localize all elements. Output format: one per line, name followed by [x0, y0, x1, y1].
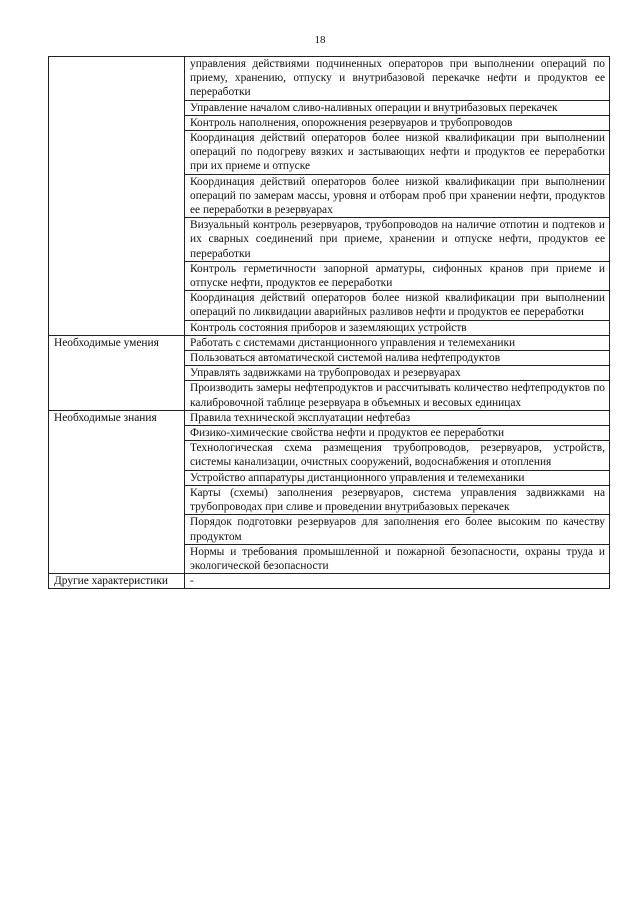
section-item: Пользоваться автоматической системой налива нефтепродуктов: [185, 351, 610, 366]
section-item: Контроль наполнения, опорожнения резервуаров и трубопроводов: [185, 115, 610, 130]
table-row: [49, 574, 610, 589]
section-item: Правила технической эксплуатации нефтебаз: [185, 410, 610, 425]
section-label: Необходимые умения: [49, 335, 185, 410]
competency-table: [48, 56, 610, 589]
table-row: [49, 57, 610, 101]
section-item: Визуальный контроль резервуаров, трубопроводов на наличие отпотин и подтеков и их сварных соединений при приеме, хранении и отпуске нефти, продуктов ее переработки: [185, 218, 610, 262]
competency-table-body: [49, 57, 610, 589]
page-number: 18: [314, 34, 326, 46]
section-label: Необходимые знания: [49, 410, 185, 573]
section-item: Координация действий операторов более низкой квалификации при выполнении операций по ликвидации аварийных разливов нефти и продуктов ее переработки: [185, 291, 610, 320]
section-label: Другие характеристики: [49, 574, 185, 589]
section-item: Технологическая схема размещения трубопроводов, резервуаров, устройств, системы канализации, очистных сооружений, водоснабжения и отопления: [185, 441, 610, 470]
table-row: [49, 410, 610, 425]
section-item: Устройство аппаратуры дистанционного управления и телемеханики: [185, 470, 610, 485]
section-item: Физико-химические свойства нефти и продуктов ее переработки: [185, 426, 610, 441]
section-item: Карты (схемы) заполнения резервуаров, система управления задвижками на трубопроводах при сливе и проведении внутрибазовых перекачек: [185, 485, 610, 514]
section-item: управления действиями подчиненных операторов при выполнении операций по приему, хранению, отпуску и внутрибазовой перекачке нефти и продуктов ее переработки: [185, 57, 610, 101]
section-item: Управление началом сливо-наливных операции и внутрибазовых перекачек: [185, 100, 610, 115]
section-item: Нормы и требования промышленной и пожарной безопасности, охраны труда и экологической безопасности: [185, 544, 610, 573]
section-item: Работать с системами дистанционного управления и телемеханики: [185, 335, 610, 350]
section-item: -: [185, 574, 610, 589]
table-row: [49, 335, 610, 350]
section-item: Координация действий операторов более низкой квалификации при выполнении операций по замерам массы, уровня и отборам проб при хранении нефти, продуктов ее переработки в резервуарах: [185, 174, 610, 218]
section-item: Управлять задвижками на трубопроводах и резервуарах: [185, 366, 610, 381]
section-item: Производить замеры нефтепродуктов и рассчитывать количество нефтепродуктов по калибровочной таблице резервуара в объемных и весовых единицах: [185, 381, 610, 410]
section-item: Контроль состояния приборов и заземляющих устройств: [185, 320, 610, 335]
section-label: [49, 57, 185, 336]
section-item: Координация действий операторов более низкой квалификации при выполнении операций по подогреву вязких и застывающих нефти и продуктов ее переработки при их приеме и отпуске: [185, 131, 610, 175]
section-item: Порядок подготовки резервуаров для заполнения его более высоким по качеству продуктом: [185, 515, 610, 544]
section-item: Контроль герметичности запорной арматуры, сифонных кранов при приеме и отпуске нефти, продуктов ее переработки: [185, 261, 610, 290]
